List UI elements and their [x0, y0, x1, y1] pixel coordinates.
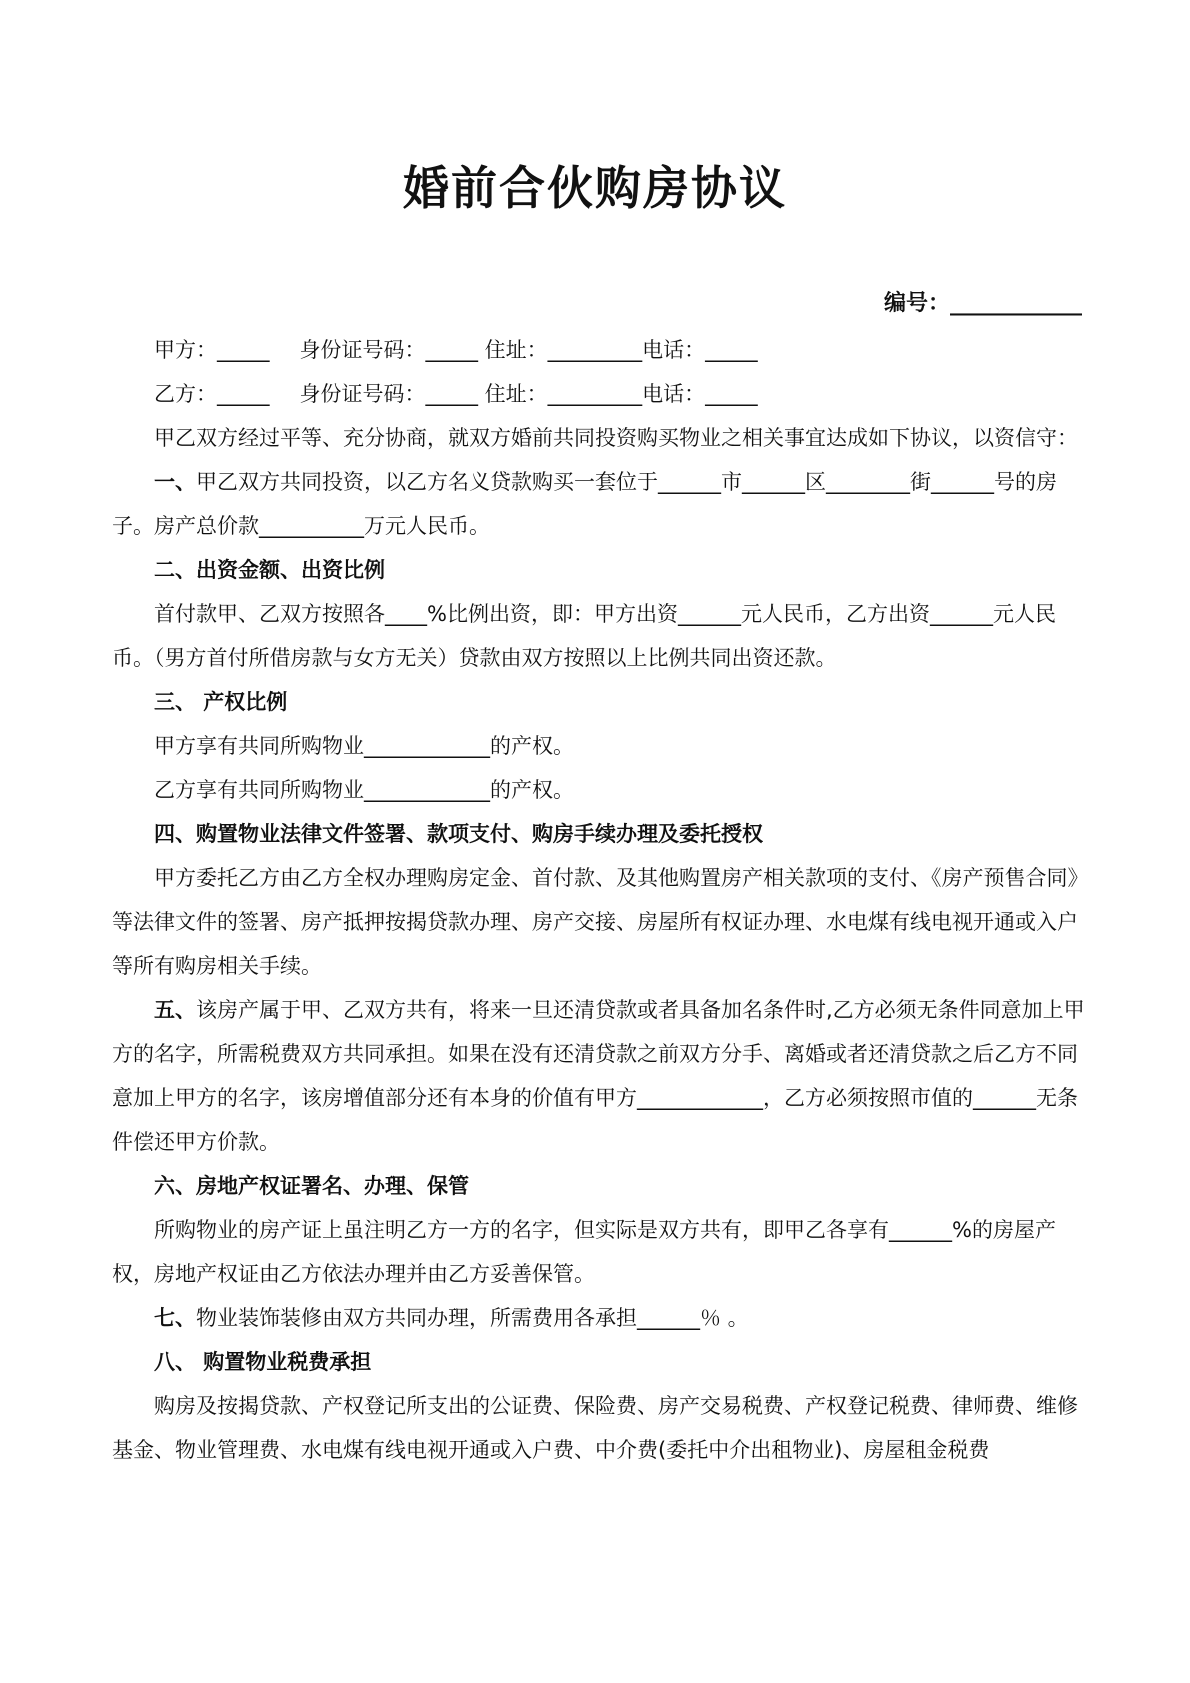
party-b-name: 乙方：_____ — [154, 382, 270, 406]
section-3-heading: 三、 产权比例 — [154, 690, 288, 714]
section-8-heading: 八、 购置物业税费承担 — [154, 1350, 372, 1374]
party-b-line — [112, 372, 1090, 416]
intro-paragraph: 甲乙双方经过平等、充分协商，就双方婚前共同投资购买物业之相关事宜达成如下协议，以资信守： — [154, 426, 1078, 450]
section-1-text: 甲乙双方共同投资，以乙方名义贷款购买一套位于______市______区________街______号的房子。房产总价款__________万元人民币。 — [112, 470, 1057, 538]
serial-number: 编号：____________ — [883, 291, 1082, 316]
document-body — [112, 328, 1090, 1472]
section-2-text: 首付款甲、乙双方按照各____%比例出资，即：甲方出资______元人民币，乙方出资______元人民币。（男方首付所借房款与女方无关）贷款由双方按照以上比例共同出资还款。 — [112, 602, 1056, 670]
section-3-line-2: 乙方享有共同所购物业____________的产权。 — [154, 778, 574, 802]
section-5 — [112, 988, 1090, 1164]
section-2-heading: 二、出资金额、出资比例 — [154, 558, 385, 582]
section-5-label: 五、 — [154, 998, 196, 1022]
section-7 — [112, 1296, 1090, 1340]
section-6-text: 所购物业的房产证上虽注明乙方一方的名字，但实际是双方共有，即甲乙各享有______%的房屋产权，房地产权证由乙方依法办理并由乙方妥善保管。 — [112, 1218, 1056, 1286]
party-a-line — [112, 328, 1090, 372]
section-7-text: 物业装饰装修由双方共同办理，所需费用各承担______％ 。 — [196, 1306, 749, 1330]
section-7-label: 七、 — [154, 1306, 196, 1330]
section-3-line-1: 甲方享有共同所购物业____________的产权。 — [154, 734, 574, 758]
section-5-text: 该房产属于甲、乙双方共有，将来一旦还清贷款或者具备加名条件时,乙方必须无条件同意加上甲方的名字，所需税费双方共同承担。如果在没有还清贷款之前双方分手、离婚或者还清贷款之后乙方不同意加上甲方的名字，该房增值部分还有本身的价值有甲方____________，乙方必须按照市值的______无条件偿还甲方价款。 — [112, 998, 1085, 1154]
section-1-label: 一、 — [154, 470, 196, 494]
section-4-text: 甲方委托乙方由乙方全权办理购房定金、首付款、及其他购置房产相关款项的支付、《房产预售合同》等法律文件的签署、房产抵押按揭贷款办理、房产交接、房屋所有权证办理、水电煤有线电视开通或入户等所有购房相关手续。 — [112, 866, 1089, 978]
section-6-heading: 六、房地产权证署名、办理、保管 — [154, 1174, 469, 1198]
party-a-details: 身份证号码：_____ 住址：_________电话：_____ — [299, 338, 758, 362]
section-4-heading: 四、购置物业法律文件签署、款项支付、购房手续办理及委托授权 — [154, 822, 763, 846]
party-b-details: 身份证号码：_____ 住址：_________电话：_____ — [299, 382, 758, 406]
party-a-name: 甲方：_____ — [154, 338, 270, 362]
section-1 — [112, 460, 1090, 548]
document-title: 婚前合伙购房协议 — [403, 161, 787, 215]
section-8-text: 购房及按揭贷款、产权登记所支出的公证费、保险费、房产交易税费、产权登记税费、律师费、维修基金、物业管理费、水电煤有线电视开通或入户费、中介费(委托中介出租物业)、房屋租金税费 — [112, 1394, 1078, 1462]
